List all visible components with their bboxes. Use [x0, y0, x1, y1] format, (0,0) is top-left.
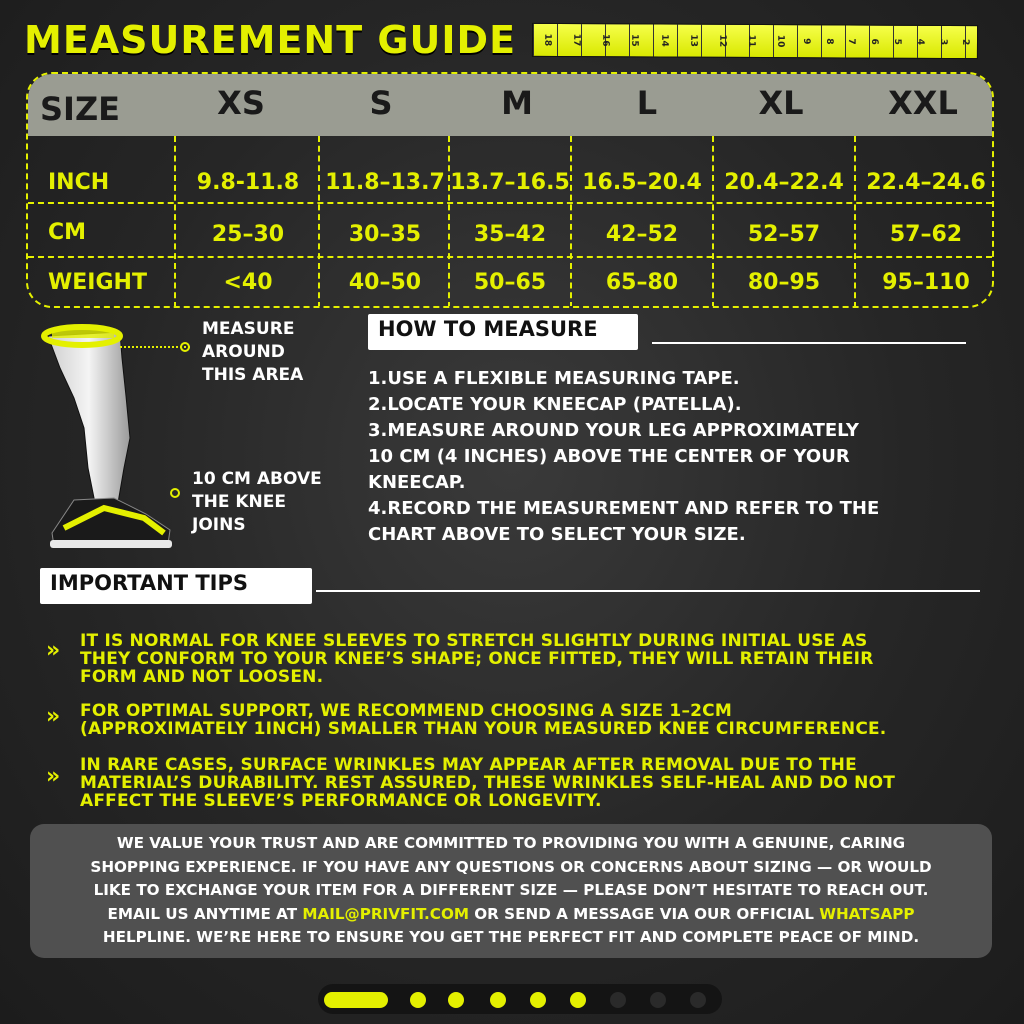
table-cell: 40–50 [348, 270, 422, 295]
size-header-l: L [636, 84, 658, 122]
trust-message-box [30, 824, 992, 958]
table-cell: 11.8–13.7 [325, 170, 445, 195]
callout-line-text: AROUND [202, 342, 285, 362]
size-header-m: M [501, 84, 533, 122]
table-header [28, 74, 992, 136]
trust-line: LIKE TO EXCHANGE YOUR ITEM FOR A DIFFERENT SIZE — PLEASE DON’T HESITATE TO REACH OUT. [93, 881, 929, 899]
tape-number: 15 [629, 34, 640, 47]
tape-number: 14 [658, 34, 669, 47]
target-dot-icon [180, 342, 190, 352]
tip-line: IN RARE CASES, SURFACE WRINKLES MAY APPEAR AFTER REMOVAL DUE TO THE [80, 755, 857, 775]
tip-line: AFFECT THE SLEEVE’S PERFORMANCE OR LONGEVITY. [80, 791, 602, 811]
section-rule [316, 590, 980, 592]
trust-text: EMAIL US ANYTIME AT [107, 904, 303, 923]
trust-line: WE VALUE YOUR TRUST AND ARE COMMITTED TO PROVIDING YOU WITH A GENUINE, CARING [116, 834, 906, 852]
tape-number: 6 [869, 38, 880, 45]
table-cell: <40 [223, 270, 273, 295]
trust-text: OR SEND A MESSAGE VIA OUR OFFICIAL [468, 904, 820, 923]
tape-number: 5 [892, 38, 903, 45]
pager-dot[interactable] [530, 992, 546, 1008]
table-cell: 35–42 [473, 222, 547, 247]
tape-number: 13 [687, 34, 698, 47]
target-dot-icon [170, 488, 180, 498]
table-cell: 13.7–16.5 [450, 170, 570, 195]
whatsapp-link[interactable]: WHATSAPP [819, 904, 915, 923]
chevron-right-icon: » [46, 638, 61, 663]
tip-line: MATERIAL’S DURABILITY. REST ASSURED, THESE WRINKLES SELF-HEAL AND DO NOT [80, 773, 896, 793]
tape-number: 8 [823, 38, 834, 45]
tip-line: FORM AND NOT LOOSEN. [80, 667, 324, 687]
callout-line-text: JOINS [192, 515, 246, 535]
pager-dot[interactable] [448, 992, 464, 1008]
section-rule [652, 342, 966, 344]
callout-above-knee [192, 468, 322, 537]
table-divider [174, 136, 176, 308]
size-header-s: S [369, 84, 393, 122]
table-cell: 25–30 [211, 222, 285, 247]
tape-number: 10 [774, 34, 786, 48]
trust-line: SHOPPING EXPERIENCE. IF YOU HAVE ANY QUESTIONS OR CONCERNS ABOUT SIZING — OR WOULD [90, 857, 932, 876]
callout-measure-area [202, 318, 303, 387]
pager-dot[interactable] [490, 992, 506, 1008]
tip-line: THEY CONFORM TO YOUR KNEE’S SHAPE; ONCE FITTED, THEY WILL RETAIN THEIR [80, 649, 874, 669]
tape-number: 11 [745, 34, 757, 48]
chevron-right-icon: » [46, 704, 61, 729]
pager-dot[interactable] [610, 992, 626, 1008]
step-line: 1.USE A FLEXIBLE MEASURING TAPE. [368, 368, 740, 389]
size-header-label: SIZE [40, 90, 121, 128]
table-cell: 50–65 [473, 270, 547, 295]
step-line: 10 CM (4 INCHES) ABOVE THE CENTER OF YOUR [368, 446, 850, 467]
how-to-measure-heading: HOW TO MEASURE [368, 314, 638, 350]
table-cell: 80–95 [747, 270, 821, 295]
tape-number: 12 [716, 34, 727, 48]
trust-line: HELPLINE. WE’RE HERE TO ENSURE YOU GET THE PERFECT FIT AND COMPLETE PEACE OF MIND. [102, 928, 920, 946]
tip-line: FOR OPTIMAL SUPPORT, WE RECOMMEND CHOOSING A SIZE 1–2CM [80, 701, 732, 721]
pager-dot[interactable] [410, 992, 426, 1008]
step-line: 4.RECORD THE MEASUREMENT AND REFER TO THE [368, 498, 880, 519]
row-label-cm: CM [48, 220, 87, 245]
step-line: 3.MEASURE AROUND YOUR LEG APPROXIMATELY [368, 420, 859, 441]
table-cell: 52–57 [747, 222, 821, 247]
table-cell: 42–52 [605, 222, 679, 247]
table-cell: 95–110 [882, 270, 970, 295]
tip-item [80, 632, 874, 686]
table-cell: 65–80 [605, 270, 679, 295]
pager-dot[interactable] [570, 992, 586, 1008]
callout-line-text: 10 CM ABOVE [192, 469, 322, 489]
pager-dot-active[interactable] [324, 992, 388, 1008]
size-header-xxl: XXL [888, 84, 958, 122]
important-tips-heading: IMPORTANT TIPS [40, 568, 312, 604]
page-title: MEASUREMENT GUIDE [24, 18, 517, 62]
table-cell: 16.5–20.4 [582, 170, 702, 195]
tape-number: 7 [846, 38, 857, 45]
pager-dot[interactable] [690, 992, 706, 1008]
tape-number: 17 [571, 33, 582, 47]
table-cell: 22.4–24.6 [866, 170, 986, 195]
row-label-weight: WEIGHT [48, 270, 147, 295]
tip-item [80, 702, 886, 738]
row-label-inch: INCH [48, 170, 110, 195]
callout-line-text: THE KNEE [192, 492, 286, 512]
table-cell: 20.4–22.4 [724, 170, 844, 195]
tip-line: (APPROXIMATELY 1INCH) SMALLER THAN YOUR MEASURED KNEE CIRCUMFERENCE. [80, 719, 887, 739]
table-cell: 57–62 [889, 222, 963, 247]
callout-line-text: MEASURE [202, 319, 295, 339]
measuring-tape-icon [532, 23, 978, 59]
email-link[interactable]: MAIL@PRIVFIT.COM [302, 904, 469, 923]
table-cell: 9.8-11.8 [196, 170, 300, 195]
tip-line: IT IS NORMAL FOR KNEE SLEEVES TO STRETCH SLIGHTLY DURING INITIAL USE AS [80, 631, 868, 651]
trust-line [42, 903, 980, 927]
callout-line-text: THIS AREA [202, 365, 304, 385]
tape-number: 4 [914, 38, 925, 46]
size-chart-table [26, 72, 994, 308]
step-line: 2.LOCATE YOUR KNEECAP (PATELLA). [368, 394, 742, 415]
step-line: KNEECAP. [368, 472, 466, 493]
how-to-steps [368, 366, 879, 548]
size-header-xl: XL [758, 84, 804, 122]
chevron-right-icon: » [46, 764, 61, 789]
size-header-xs: XS [217, 84, 265, 122]
tape-number: 18 [542, 33, 553, 47]
carousel-pager [318, 984, 722, 1014]
table-divider [28, 256, 992, 258]
leg-illustration [34, 318, 184, 558]
tape-number: 16 [600, 33, 611, 47]
table-divider [28, 202, 992, 204]
table-cell: 30–35 [348, 222, 422, 247]
tape-number: 2 [960, 38, 971, 46]
step-line: CHART ABOVE TO SELECT YOUR SIZE. [368, 524, 746, 545]
tape-number: 3 [937, 38, 948, 46]
tape-number: 9 [800, 38, 811, 45]
pager-dot[interactable] [650, 992, 666, 1008]
tip-item [80, 756, 895, 810]
